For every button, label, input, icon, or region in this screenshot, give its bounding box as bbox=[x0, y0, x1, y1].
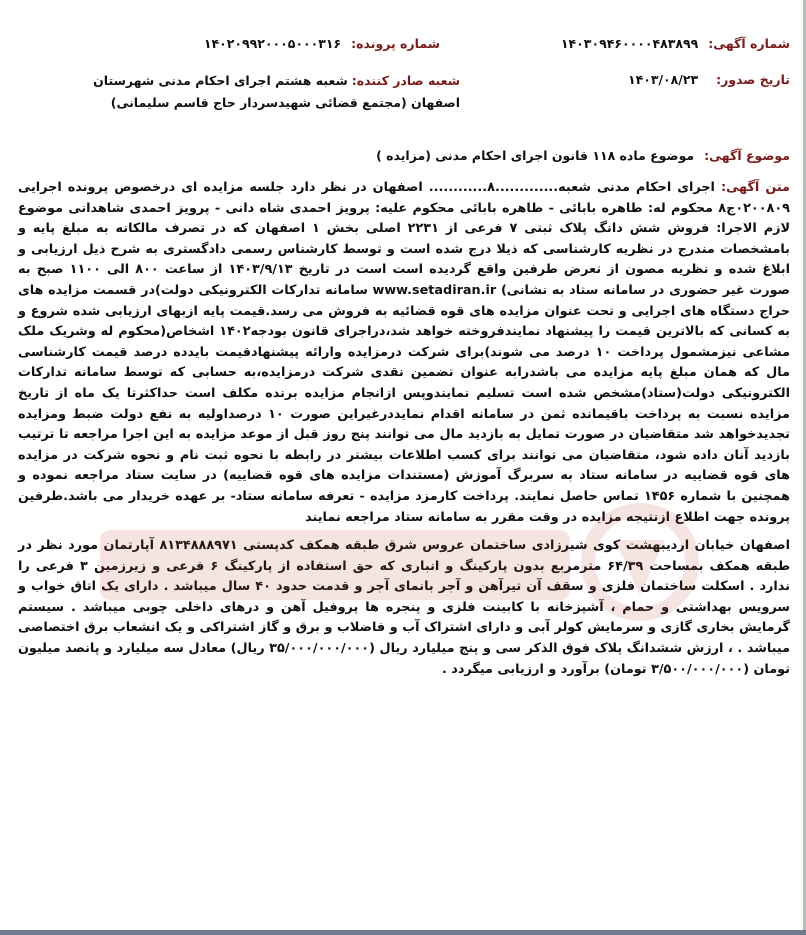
subject-label: موضوع آگهی: bbox=[704, 148, 790, 163]
issue-date bbox=[628, 70, 790, 90]
body-label: متن آگهی: bbox=[720, 180, 790, 195]
case-number bbox=[204, 34, 440, 54]
page-edge-bottom bbox=[0, 930, 806, 935]
issuer-label: شعبه صادر کننده: bbox=[351, 73, 460, 88]
subject bbox=[376, 146, 790, 166]
body-paragraph-1-text: اجرای احکام مدنی شعبه.............۸............ اصفهان در نظر دارد جلسه مزایده ای درخصوص پرونده اجرایی ۰۲۰۰۸۰۹ج۸ محکوم له: طاهره بابائی - طاهره بابائی محکوم علیه: پرویز احمدی شاه دانی - پرویز احمدی شاهدانی موضوع لازم الاجرا: فروش شش دانگ پلاک ثبتی ۷ فرعی از ۲۲۳۱ اصلی بخش ۱ اصفهان که در تصرف مالکانه به مبلغ پایه و بامشخصات مندرج در نظریه کارشناسی که ذیلا درج شده است و توسط کارشناس رسمی دادگستری به شرح ذیل ارزیابی و ابلاغ شده و نظریه مصون از تعرض طرفین واقع گردیده است است در تاریخ ۱۴۰۳/۹/۱۳ از ساعت ۸۰۰ الی ۱۱۰۰ صبح به صورت غیر حضوری در سامانه ستاد به نشانی) www.setadiran.ir سامانه تدارکات الکترونیکی دولت)در قسمت مزایده های حراج دستگاه های اجرایی و تحت عنوان مزایده های قوه قضائیه به فروش می رسد.قیمت پایه ازبهای ارزیابی شده شروع و به کسانی که بالاترین قیمت را پیشنهاد نمایندفروخته خواهد شد،دراجرای قانون بودجه۱۴۰۲ اشخاص(محکوم له وشریک ملک مشاعی نیزمشمول پرداخت ۱۰ درصد می شوند)برای شرکت درمزایده وارائه پیشنهادقیمت بایدده درصد قیمت کارشناسی مال که همان مبلغ پایه مزایده می باشدرابه عنوان تضمین نقدی شرکت درمزایده،به حسابی که توسط سامانه تدارکات الکترونیکی دولت(ستاد)مشخص شده است تسلیم نمایندوپس ازانجام مزایده برنده مکلف است حداکثرتا یک ماه از تاریخ مزایده نسبت به پرداخت باقیمانده ثمن در سامانه اقدام نمایددرغیراین صورت ۱۰ درصداولیه به نفع دولت ضبط ومزایده تجدیدخواهد شد متقاضیان در صورت تمایل به بازدید مال می توانند پنج روز قبل از موعد مزایده به این اجرا مراجعه تا ترتیب بازدید آنان داده شود، متقاضیان می توانند برای کسب اطلاعات بیشتر در رابطه با نحوه ثبت نام و نحوه شرکت در مزایده های قوه قضاییه در سامانه ستاد به سربرگ آموزش (مستندات مزایده های قوه قضاییه) در سایت ستاد مراجعه نموده و همچنین با شماره ۱۴۵۶ تماس حاصل نمایند. پرداخت کارمزد مزایده - تعرفه سامانه ستاد- بر عهده خریدار می باشد.طرفین پرونده جهت اطلاع ازنتیجه مزایده در وقت مقرر به سامانه ستاد مراجعه نمایند bbox=[18, 180, 791, 525]
issuer bbox=[50, 70, 460, 114]
body-paragraph-1 bbox=[18, 178, 790, 528]
case-number-value: ۱۴۰۲۰۹۹۲۰۰۰۵۰۰۰۳۱۶ bbox=[203, 36, 342, 51]
issuer-value: شعبه هشتم اجرای احکام مدنی شهرستان اصفهان (مجتمع قضائی شهیدسردار حاج قاسم سلیمانی) bbox=[93, 73, 460, 110]
issue-date-value: ۱۴۰۳/۰۸/۲۳ bbox=[627, 72, 699, 87]
notice-number bbox=[561, 34, 790, 54]
issue-date-label: تاریخ صدور: bbox=[716, 72, 790, 87]
notice-number-value: ۱۴۰۳۰۹۴۶۰۰۰۰۴۸۳۸۹۹ bbox=[560, 36, 699, 51]
body-paragraph-2: اصفهان خیابان اردیبهشت کوی شیرزادی ساختمان عروس شرق طبقه همکف کدپستی ۸۱۳۴۸۸۸۹۷۱ آپارتمان مورد نظر در طبقه همکف بمساحت ۶۴/۳۹ مترمربع بدون پارکینگ و انباری که حق استفاده از پارکینگ ۶ فرعی و زیرزمین ۳ فرعی را ندارد . اسکلت ساختمان فلزی و سقف آن تیرآهن و آجر بانمای آجر و قدمت حدود ۴۰ سال میباشد . دارای یک اتاق خواب و سرویس بهداشتی و حمام ، آشپزخانه با کابینت فلزی و پنجره ها پروفیل آهن و درهای داخلی چوبی میباشد . سیستم گرمایش بخاری گازی و سرمایش کولر آبی و دارای اشتراک آب و فاضلاب و برق و گاز اشتراکی و یک انشعاب برق اختصاصی میباشد . ، ارزش ششدانگ پلاک فوق الذکر سی و پنج میلیارد ریال (۳۵/۰۰۰/۰۰۰/۰۰۰ ریال) معادل سه میلیارد و پانصد میلیون تومان (۳/۵۰۰/۰۰۰/۰۰۰ تومان) برآورد و ارزیابی میگردد . bbox=[18, 538, 791, 677]
notice-body bbox=[18, 178, 790, 680]
case-number-label: شماره پرونده: bbox=[351, 36, 440, 51]
notice-number-label: شماره آگهی: bbox=[708, 36, 790, 51]
subject-value: موضوع ماده ۱۱۸ قانون اجرای احکام مدنی (مزایده ) bbox=[376, 148, 695, 163]
